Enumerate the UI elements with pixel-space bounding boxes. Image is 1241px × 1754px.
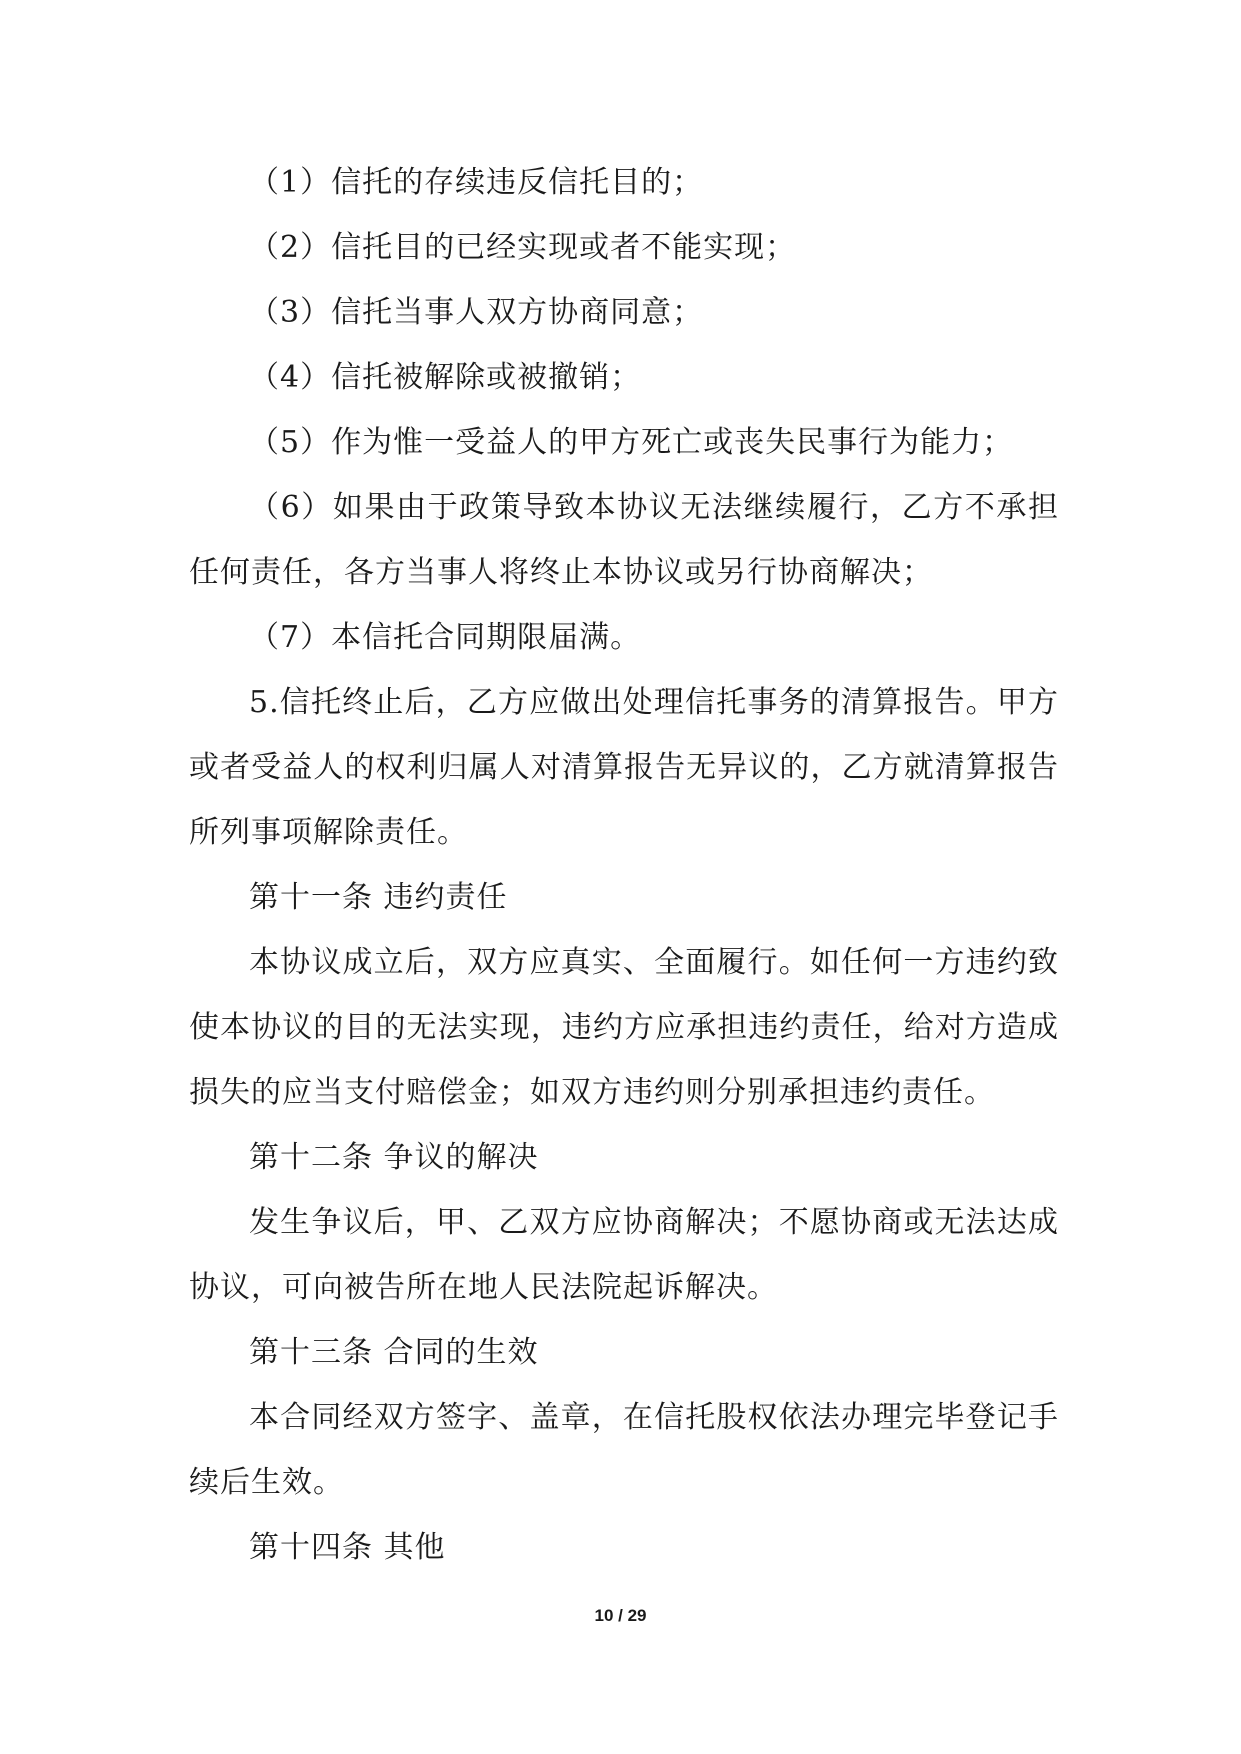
article-12-heading: 第十二条 争议的解决 [249, 1140, 539, 1175]
article-14-heading: 第十四条 其他 [249, 1530, 446, 1565]
article-11-heading: 第十一条 违约责任 [249, 880, 508, 915]
article-12-body: 发生争议后，甲、乙双方应协商解决；不愿协商或无法达成协议，可向被告所在地人民法院起诉解决。 [189, 1205, 1059, 1305]
list-item-6: （6）如果由于政策导致本协议无法继续履行，乙方不承担任何责任，各方当事人将终止本协议或另行协商解决； [189, 490, 1059, 590]
article-13-heading: 第十三条 合同的生效 [249, 1335, 539, 1370]
document-body [189, 150, 1059, 1580]
clause-5-paragraph: 5.信托终止后，乙方应做出处理信托事务的清算报告。甲方或者受益人的权利归属人对清算报告无异议的，乙方就清算报告所列事项解除责任。 [189, 685, 1059, 850]
list-item-3: （3）信托当事人双方协商同意； [249, 295, 704, 330]
list-item-1: （1）信托的存续违反信托目的； [249, 165, 704, 200]
list-item-7: （7）本信托合同期限届满。 [249, 620, 642, 655]
page-number: 10 / 29 [594, 1606, 647, 1625]
article-11-body: 本协议成立后，双方应真实、全面履行。如任何一方违约致使本协议的目的无法实现，违约方应承担违约责任，给对方造成损失的应当支付赔偿金；如双方违约则分别承担违约责任。 [189, 945, 1059, 1110]
list-item-2: （2）信托目的已经实现或者不能实现； [249, 230, 797, 265]
list-item-5: （5）作为惟一受益人的甲方死亡或丧失民事行为能力； [249, 425, 1014, 460]
article-13-body: 本合同经双方签字、盖章，在信托股权依法办理完毕登记手续后生效。 [189, 1400, 1059, 1500]
list-item-4: （4）信托被解除或被撤销； [249, 360, 642, 395]
